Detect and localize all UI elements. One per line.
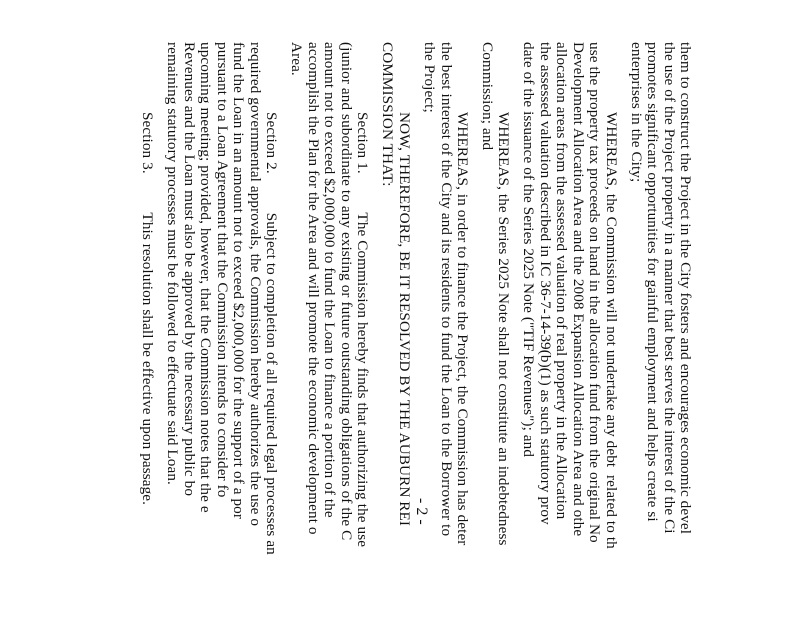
document-line: date of the issuance of the Series 2025 Note ("TIF Revenues"); and bbox=[520, 42, 537, 458]
document-line: upcoming meeting; provided, however, that the Commission notes that the e bbox=[197, 42, 214, 513]
document-line: fund the Loan in an amount not to exceed $2,000,000 for the support of a por bbox=[230, 42, 247, 520]
document-line: them to construct the Project in the City fosters and encourages economic devel bbox=[677, 42, 694, 535]
rotated-page bbox=[123, 0, 708, 618]
document-line: Commission; and bbox=[479, 42, 496, 151]
document-line: pursuant to a Loan Agreement that the Commission intends to consider fo bbox=[214, 42, 231, 498]
document-line: Area. bbox=[288, 42, 305, 76]
document-line: WHEREAS, the Series 2025 Note shall not constitute an indebtedness bbox=[495, 112, 512, 546]
document-line: accomplish the Plan for the Area and will promote the economic development o bbox=[305, 42, 322, 535]
document-line: allocation areas from the assessed valuation of real property in the Allocation bbox=[553, 42, 570, 520]
document-line: (junior and subordinate to any existing or future outstanding obligations of the C bbox=[338, 42, 355, 541]
page-number: - 2 - bbox=[413, 498, 430, 525]
document-line: enterprises in the City; bbox=[628, 42, 645, 183]
document-line: Section 1. The Commission hereby finds that authorizing the use bbox=[354, 112, 371, 548]
document-line: amount not to exceed $2,000,000 to fund the Loan to finance a portion of the bbox=[321, 42, 338, 518]
document-line: promotes significant opportunities for gainful employment and helps create si bbox=[644, 42, 661, 522]
document-line: required governmental approvals, the Commission hereby authorizes the use o bbox=[247, 42, 264, 527]
document-line: the best interest of the City and its residents to fund the Loan to the Borrower to bbox=[438, 42, 455, 537]
document-line: NOW, THEREFORE, BE IT RESOLVED BY THE AUBURN REI bbox=[396, 112, 413, 527]
document-line: Revenues and the Loan must also be approved by the necessary public bo bbox=[181, 42, 198, 497]
document-line: WHEREAS, in order to finance the Project, the Commission has deter bbox=[454, 112, 471, 546]
document-line: the use of the Project property in a manner that best serves the interest of the Ci bbox=[661, 42, 678, 534]
document-line: Section 2. Subject to completion of all required legal processes an bbox=[263, 112, 280, 555]
document-line: the assessed valuation described in IC 36-7-14-39(b)(1) as such statutory prov bbox=[537, 42, 554, 525]
document-line: remaining statutory processes must be followed to effectuate said Loan. bbox=[164, 42, 181, 485]
document-line: the Project; bbox=[421, 42, 438, 113]
document-line: use the property tax proceeds on hand in the allocation fund from the original No bbox=[586, 42, 603, 543]
document-line: Section 3. This resolution shall be effective upon passage. bbox=[139, 112, 156, 506]
document-line: COMMISSION THAT: bbox=[379, 42, 396, 187]
document-line: Development Allocation Area and the 2008 Expansion Allocation Area and othe bbox=[570, 42, 587, 537]
document-line: WHEREAS, the Commission will not undertake any debt related to th bbox=[603, 112, 620, 549]
